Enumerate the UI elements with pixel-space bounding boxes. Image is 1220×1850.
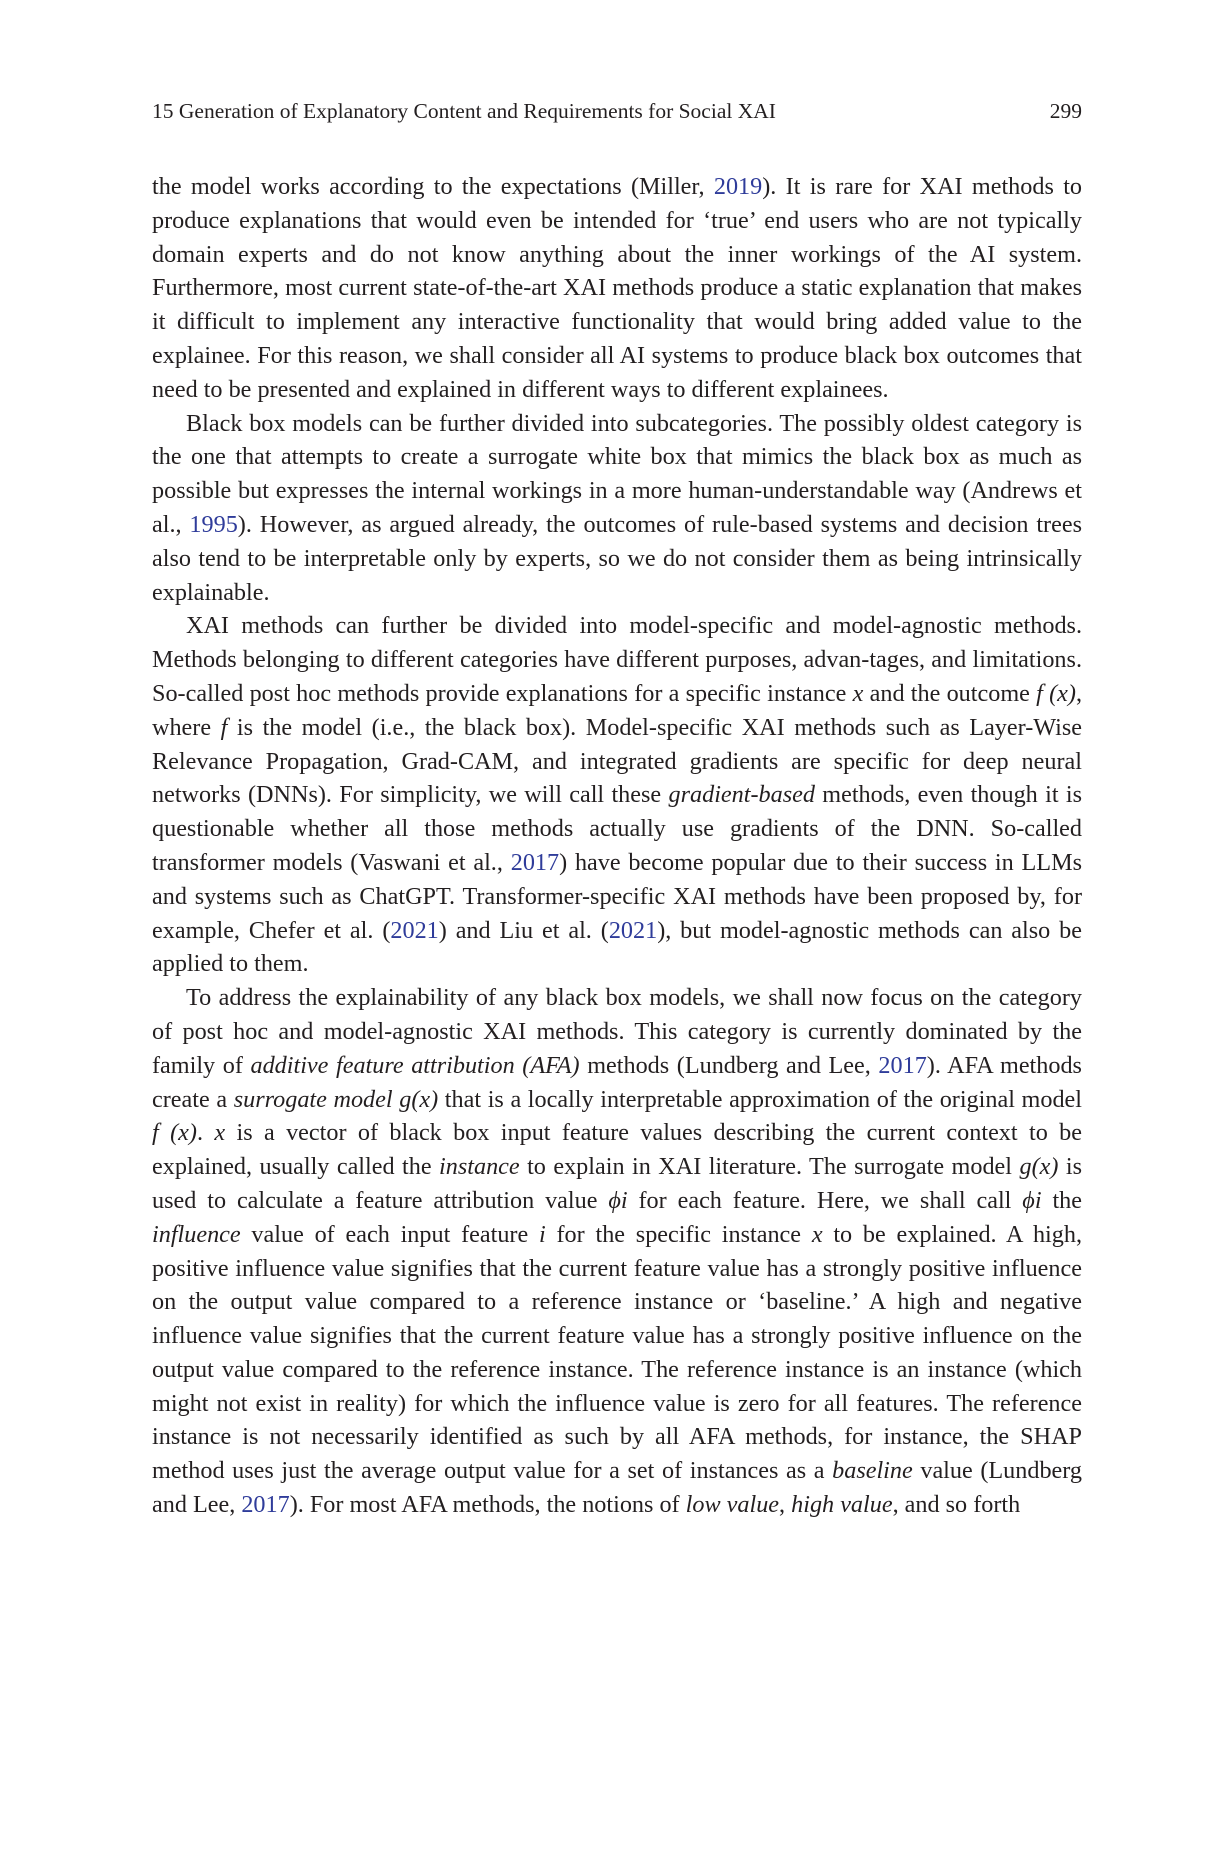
text-run: methods, even though it is questionable whether all those methods actually use gradients of the DNN. So-called transformer models (Vaswani et al.,: [152, 781, 1082, 876]
running-header: [152, 96, 1082, 126]
text-run: .: [196, 1119, 215, 1147]
text-run: methods (Lundberg and Lee,: [579, 1051, 879, 1079]
citation-link-andrews-1995[interactable]: 1995: [189, 510, 238, 538]
emphasis-influence: influence: [152, 1220, 241, 1248]
text-run: is a vector of black box input feature values describing the current context to be explained, usually called the: [152, 1119, 1082, 1181]
text-run: and the outcome: [863, 679, 1037, 707]
math-x: x: [214, 1119, 226, 1147]
text-run: value of each input feature: [240, 1220, 539, 1248]
text-run: value (Lundberg and Lee,: [152, 1457, 1082, 1519]
text-run: To address the explainability of any black box models, we shall now focus on the category of post hoc and model-agnostic XAI methods. This category is currently dominated by the family of: [152, 984, 1082, 1079]
emphasis-surrogate-model: surrogate model: [233, 1085, 393, 1113]
text-run: to be explained. A high, positive influence value signifies that the current feature value has a strongly positive influence on the output value compared to a reference instance or ‘baseline.’ A high and negative influence value signifies that the current feature value has a strongly positive influence on the output value compared to the reference instance. The reference instance is an instance (which might not exist in reality) for which the influence value is zero for all features. The reference instance is not necessarily identified as such by all AFA methods, for instance, the SHAP method uses just the average output value for a set of instances as a: [152, 1220, 1082, 1485]
text-run: XAI methods can further be divided into model-specific and model-agnostic methods. Methods belonging to different categories have different purposes, advan-tages, and limitations. So-called post hoc methods provide explanations for a specific instance: [152, 612, 1082, 707]
paragraph-1: [152, 170, 1082, 407]
emphasis-afa: additive feature attribution (AFA): [250, 1051, 580, 1079]
text-run: the model works according to the expectations (Miller,: [152, 173, 714, 200]
paragraph-3: [152, 609, 1082, 981]
body-text: [152, 170, 1082, 1522]
text-run: , where: [152, 679, 1083, 741]
paragraph-4: [152, 981, 1082, 1522]
paragraph-2: [152, 407, 1082, 610]
math-f-of-x: f (x): [1036, 679, 1076, 707]
text-run: the: [1041, 1186, 1082, 1214]
citation-link-lundberg-2017[interactable]: 2017: [241, 1491, 290, 1519]
page-number: 299: [1049, 99, 1082, 123]
math-f: f: [220, 713, 228, 741]
text-run: to explain in XAI literature. The surrogate model: [519, 1153, 1020, 1181]
text-run: for the specific instance: [545, 1220, 812, 1248]
text-run: ). However, as argued already, the outcomes of rule-based systems and decision trees also tend to be interpretable only by experts, so we do not consider them as being intrinsically explainable.: [152, 510, 1083, 606]
text-run: ) and Liu et al. (: [438, 916, 609, 944]
citation-link-liu-2021[interactable]: 2021: [608, 916, 658, 944]
text-run: ). AFA methods create a: [152, 1051, 1082, 1113]
text-run: Black box models can be further divided into subcategories. The possibly oldest category is the one that attempts to create a surrogate white box that mimics the black box as much as possible but expresses the internal workings in a more human-understandable way (Andrews et al.,: [152, 409, 1082, 538]
math-x: x: [811, 1220, 823, 1248]
citation-link-vaswani-2017[interactable]: 2017: [510, 848, 560, 876]
math-i: i: [538, 1220, 546, 1248]
text-run: ) have become popular due to their success in LLMs and systems such as ChatGPT. Transformer-specific XAI methods have been proposed by, for example, Chefer et al. (: [152, 848, 1082, 944]
math-phi-i: ϕi: [1022, 1186, 1042, 1214]
text-run: ). It is rare for XAI methods to produce explanations that would even be intended for ‘true’ end users who are not typically domain experts and do not know anything about the inner workings of the AI system. Furthermore, most current state-of-the-art XAI methods produce a static explanation that makes it difficult to implement any interactive functionality that would bring added value to the explainee. For this reason, we shall consider all AI systems to produce black box outcomes that need to be presented and explained in different ways to different explainees.: [152, 173, 1083, 403]
emphasis-instance: instance: [439, 1153, 520, 1181]
text-run: ). For most AFA methods, the notions of: [289, 1491, 686, 1519]
emphasis-high-value: high value: [791, 1491, 893, 1519]
chapter-title: 15 Generation of Explanatory Content and Requirements for Social XAI: [152, 99, 776, 123]
emphasis-baseline: baseline: [832, 1457, 913, 1485]
math-x: x: [852, 679, 864, 707]
emphasis-gradient-based: gradient-based: [668, 781, 815, 809]
text-run: ,: [779, 1491, 792, 1519]
math-g-of-x: g(x): [1019, 1153, 1059, 1181]
math-g-of-x: g(x): [399, 1085, 439, 1113]
text-run: that is a locally interpretable approximation of the original model: [438, 1085, 1082, 1113]
text-run: ), but model-agnostic methods can also be applied to them.: [152, 916, 1082, 978]
text-run: for each feature. Here, we shall call: [627, 1186, 1023, 1214]
emphasis-low-value: low value: [685, 1491, 780, 1519]
math-phi-i: ϕi: [608, 1186, 628, 1214]
text-run: , and so forth: [892, 1491, 1021, 1519]
text-run: is the model (i.e., the black box). Model-specific XAI methods such as Layer-Wise Relevance Propagation, Grad-CAM, and integrated gradients are specific for deep neural networks (DNNs). For simplicity, we will call these: [152, 713, 1082, 809]
citation-link-chefer-2021[interactable]: 2021: [390, 916, 439, 944]
text-run: is used to calculate a feature attribution value: [152, 1153, 1083, 1214]
citation-link-lundberg-2017[interactable]: 2017: [878, 1051, 927, 1079]
math-f-of-x: f (x): [152, 1119, 197, 1147]
citation-link-miller-2019[interactable]: 2019: [713, 173, 763, 200]
